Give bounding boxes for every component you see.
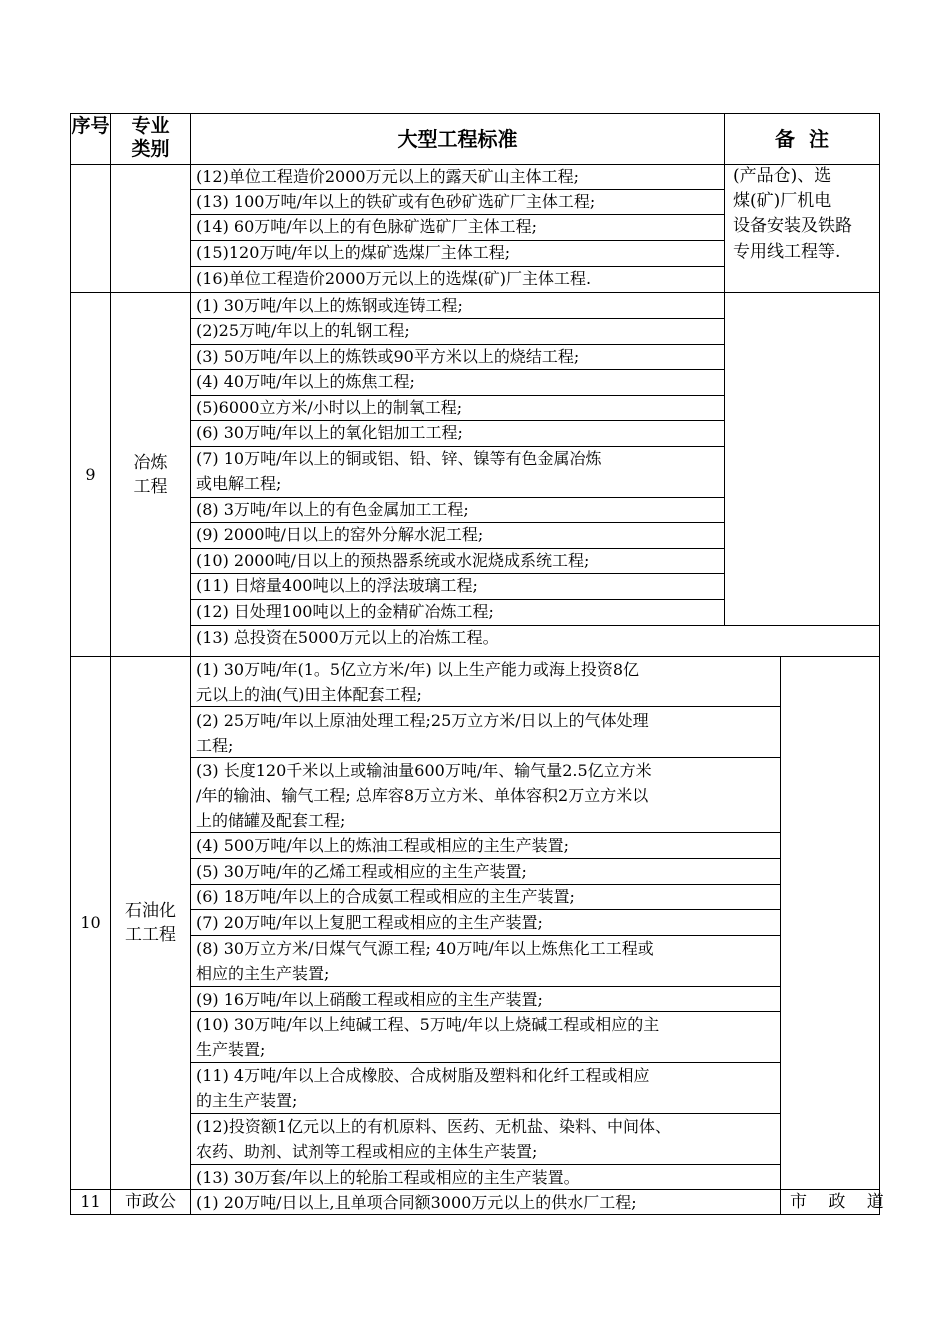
list-item: (12)投资额1亿元以上的有机原料、医药、无机盐、染料、中间体、 (196, 1117, 672, 1136)
header-standard: 大型工程标准 (397, 127, 518, 151)
list-item: (1) 30万吨/年以上的炼钢或连铸工程; (196, 296, 463, 315)
list-item-cont: 农药、助剂、试剂等工程或相应的主体生产装置; (196, 1142, 538, 1161)
list-item: (10) 30万吨/年以上纯碱工程、5万吨/年以上烧碱工程或相应的主 (196, 1015, 660, 1034)
column-divider (780, 656, 781, 1215)
category-line: 冶炼 (133, 453, 168, 473)
list-item: (2) 25万吨/年以上原油处理工程;25万立方米/日以上的气体处理 (196, 711, 649, 730)
list-item: (7) 10万吨/年以上的铜或铝、铅、锌、镍等有色金属冶炼 (196, 449, 602, 468)
column-divider (724, 113, 725, 626)
table-border-top (70, 113, 880, 114)
remark-line: 市 政 道 (790, 1192, 892, 1212)
list-item: (11) 日熔量400吨以上的浮法玻璃工程; (196, 576, 478, 595)
list-item: (16)单位工程造价2000万元以上的选煤(矿)厂主体工程. (196, 269, 592, 288)
list-item: (5)6000立方米/小时以上的制氧工程; (196, 398, 463, 417)
list-item-cont: 元以上的油(气)田主体配套工程; (196, 685, 422, 704)
list-item: (9) 16万吨/年以上硝酸工程或相应的主生产装置; (196, 990, 543, 1009)
list-item: (12)单位工程造价2000万元以上的露天矿山主体工程; (196, 167, 579, 186)
column-divider (110, 113, 111, 1215)
list-item: (2)25万吨/年以上的轧钢工程; (196, 321, 410, 340)
header-remark: 备 注 (775, 127, 829, 151)
list-item-cont: 的主生产装置; (196, 1091, 298, 1110)
list-item-cont: /年的输油、输气工程; 总库容8万立方米、单体容积2万立方米以 (196, 786, 649, 805)
list-item: (5) 30万吨/年的乙烯工程或相应的主生产装置; (196, 862, 527, 881)
row-category: 市政公 (125, 1192, 176, 1212)
row-seq: 9 (85, 465, 96, 484)
list-item: (6) 30万吨/年以上的氧化铝加工工程; (196, 423, 463, 442)
list-item: (6) 18万吨/年以上的合成氨工程或相应的主生产装置; (196, 887, 575, 906)
list-item: (14) 60万吨/年以上的有色脉矿选矿厂主体工程; (196, 217, 538, 236)
row-seq: 10 (80, 913, 101, 932)
row-divider (70, 292, 880, 293)
row-category (111, 899, 190, 947)
category-line: 工工程 (125, 925, 176, 945)
list-item-cont: 相应的主生产装置; (196, 964, 330, 983)
row-category (111, 451, 190, 499)
list-item: (8) 30万立方米/日煤气气源工程; 40万吨/年以上炼焦化工工程或 (196, 939, 654, 958)
list-item: (1) 30万吨/年(1。5亿立方米/年) 以上生产能力或海上投资8亿 (196, 660, 640, 679)
list-item: (13) 总投资在5000万元以上的冶炼工程。 (196, 628, 499, 647)
list-item: (10) 2000吨/日以上的预热器系统或水泥烧成系统工程; (196, 551, 590, 570)
header-category: 专业类别 (131, 115, 170, 160)
list-item: (13) 100万吨/年以上的铁矿或有色砂矿选矿厂主体工程; (196, 192, 596, 211)
row-seq: 11 (80, 1192, 101, 1211)
table-border-left (70, 113, 71, 1215)
list-item: (8) 3万吨/年以上的有色金属加工工程; (196, 500, 469, 519)
list-item: (4) 40万吨/年以上的炼焦工程; (196, 372, 415, 391)
remark-line: (产品仓)、选 (733, 166, 832, 186)
remark-line: 设备安装及铁路 (733, 216, 852, 236)
list-item: (13) 30万套/年以上的轮胎工程或相应的主生产装置。 (196, 1168, 580, 1187)
list-item: (3) 50万吨/年以上的炼铁或90平方米以上的烧结工程; (196, 347, 580, 366)
remark-line: 煤(矿)厂机电 (733, 191, 832, 211)
category-line: 石油化 (125, 901, 176, 921)
list-item: (15)120万吨/年以上的煤矿选煤厂主体工程; (196, 243, 511, 262)
list-item: (4) 500万吨/年以上的炼油工程或相应的主生产装置; (196, 836, 570, 855)
remark-line: 专用线工程等. (733, 242, 841, 262)
table-border-right (879, 113, 880, 1215)
category-line: 工程 (133, 477, 168, 497)
list-item-cont: 工程; (196, 736, 234, 755)
list-item: (1) 20万吨/日以上,且单项合同额3000万元以上的供水厂工程; (196, 1193, 637, 1212)
list-item: (7) 20万吨/年以上复肥工程或相应的主生产装置; (196, 913, 543, 932)
list-item: (11) 4万吨/年以上合成橡胶、合成树脂及塑料和化纤工程或相应 (196, 1066, 650, 1085)
list-item: (9) 2000吨/日以上的窑外分解水泥工程; (196, 525, 484, 544)
list-item: (3) 长度120千米以上或输油量600万吨/年、输气量2.5亿立方米 (196, 761, 652, 780)
list-item-cont: 上的储罐及配套工程; (196, 811, 346, 830)
header-seq: 序号 (71, 115, 110, 137)
column-divider (190, 113, 191, 1215)
list-item: (12) 日处理100吨以上的金精矿冶炼工程; (196, 602, 494, 621)
list-item-cont: 生产装置; (196, 1040, 266, 1059)
list-item-cont: 或电解工程; (196, 474, 282, 493)
